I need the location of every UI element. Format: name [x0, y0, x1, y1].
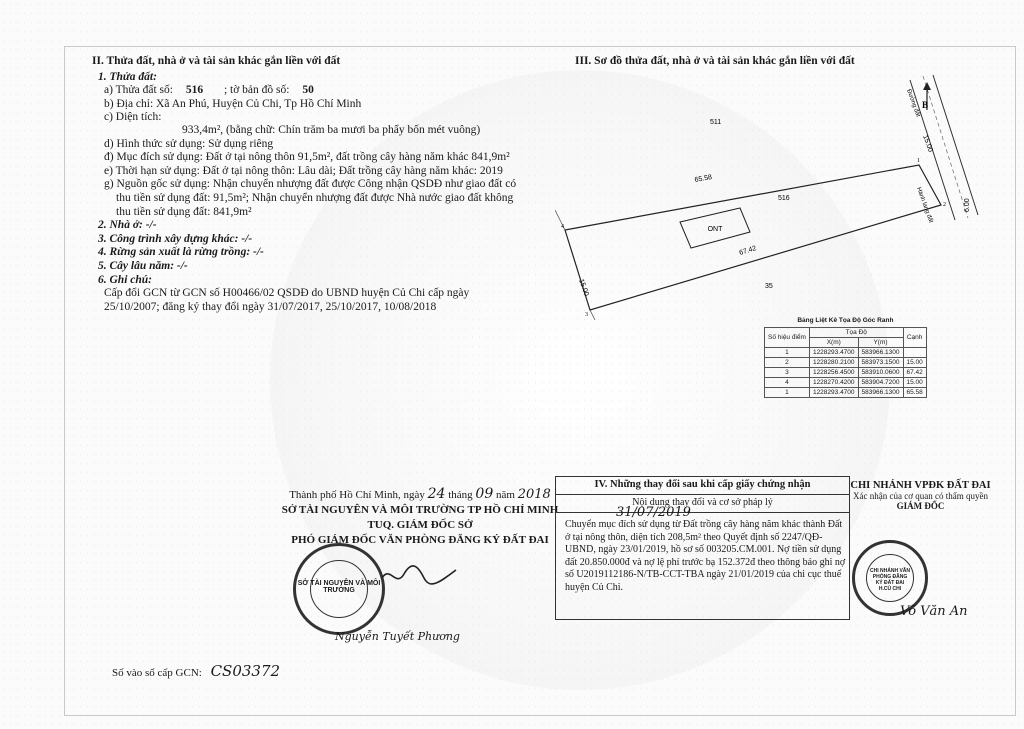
stamp-text: SỞ TÀI NGUYÊN VÀ MÔI TRƯỜNG — [297, 580, 381, 595]
cell-x: 1228293.4700 — [809, 388, 858, 398]
signing-month: 09 — [475, 486, 494, 502]
section-4-column-header: Nội dung thay đổi và cơ sở pháp lý — [556, 495, 849, 513]
neighbour-line-2 — [590, 310, 595, 320]
cell-edge: 15.00 — [903, 378, 926, 388]
parcel-number-label: a) Thửa đất số: — [104, 84, 173, 97]
use-form-row: d) Hình thức sử dụng: Sử dụng riêng — [104, 137, 274, 150]
parcel-number-row — [104, 84, 562, 98]
table-row — [765, 368, 927, 378]
north-label: B — [922, 100, 929, 110]
origin-row-1: g) Nguồn gốc sử dụng: Nhận chuyển nhượng đất được Công nhận QSDĐ như giao đất có — [104, 178, 517, 191]
parcel-511-label: 511 — [710, 119, 722, 126]
section-2-heading: II. Thửa đất, nhà ở và tài sản khác gắn liền với đất — [92, 55, 341, 67]
table-row — [765, 358, 927, 368]
item-2-house: 2. Nhà ở: -/- — [98, 219, 157, 232]
cell-x: 1228293.4700 — [809, 348, 858, 358]
vertex-2: 2 — [943, 202, 946, 208]
cell-y: 583966.1300 — [858, 388, 903, 398]
cell-point: 1 — [765, 388, 810, 398]
section-3-heading: III. Sơ đồ thửa đất, nhà ở và tài sản khác gắn liền với đất — [575, 55, 855, 67]
cell-edge: 15.00 — [903, 358, 926, 368]
section-2 — [92, 55, 562, 314]
note-line-2: 25/10/2007; đăng ký thay đổi ngày 31/07/2017, 25/10/2017, 10/08/2018 — [104, 300, 437, 313]
approval-subtitle: Xác nhận của cơ quan có thẩm quyền — [853, 491, 988, 501]
area-value: 933,4m², (bằng chữ: Chín trăm ba mươi ba phẩy bốn mét vuông) — [182, 123, 481, 136]
gcn-register — [112, 662, 280, 680]
col-point: Số hiệu điểm — [765, 328, 810, 348]
change-content: Chuyển mục đích sử dụng từ Đất trồng cây hàng năm khác thành Đất ở tại nông thôn, diện tích 208,5m² theo Quyết định số 2247/QĐ-UBND, ngày 23/01/2019, hồ sơ số 003205.CM.001. Nợ tiền sử dụng đất 20.850.000đ và nợ lệ phí trước bạ 152.372đ theo thông báo ghi nợ số U2019112186-N/TB-CCT-TBA ngày 21/01/2019 của chi cục thuế huyện Củ Chi. — [565, 519, 846, 593]
approval-role: GIÁM ĐỐC — [896, 501, 945, 511]
signature-1-icon — [380, 560, 460, 590]
cell-point: 1 — [765, 348, 810, 358]
parcel-516-boundary — [565, 165, 941, 310]
item-4-forest: 4. Rừng sản xuất là rừng trồng: -/- — [98, 246, 264, 259]
cell-y: 583910.0600 — [858, 368, 903, 378]
map-sheet-number: 50 — [302, 84, 314, 97]
note-line-1: Cấp đổi GCN từ GCN số H00466/02 QSDĐ do UBND huyện Củ Chi cấp ngày — [104, 287, 470, 300]
signing-date — [270, 487, 570, 503]
vertex-3: 3 — [585, 312, 588, 318]
north-arrowhead-icon — [923, 82, 931, 90]
origin-row-3: thu tiền sử dụng đất: 841,9m² — [116, 205, 252, 218]
vertex-1: 1 — [917, 158, 920, 164]
item-3-other-works: 3. Công trình xây dựng khác: -/- — [98, 232, 253, 245]
road-edge-right — [933, 75, 978, 215]
cell-point: 4 — [765, 378, 810, 388]
official-stamp-icon — [293, 543, 385, 635]
signing-day: 24 — [427, 486, 446, 502]
year-label: năm — [495, 489, 515, 501]
col-coords: Tọa Độ — [809, 328, 903, 338]
item-1-label: 1. Thửa đất: — [98, 70, 157, 83]
parcel-number: 516 — [185, 84, 204, 97]
use-term-row: e) Thời hạn sử dụng: Đất ở tại nông thôn: Lâu dài; Đất trồng cây hàng năm khác: 2019 — [104, 164, 503, 177]
gcn-label: Số vào sổ cấp GCN: — [112, 667, 202, 679]
use-purpose-row: đ) Mục đích sử dụng: Đất ở tại nông thôn 91,5m², đất trồng cây hàng năm khác 841,9m² — [104, 151, 510, 164]
signature-block — [270, 487, 570, 548]
coordinate-table-grid — [764, 327, 927, 398]
signer-name: Nguyễn Tuyết Phương — [335, 630, 460, 643]
table-row — [765, 378, 927, 388]
dim-top: 65.58 — [694, 174, 713, 184]
house-label: ONT — [707, 226, 723, 233]
dim-road: 6.00 — [964, 198, 971, 212]
signer-title: PHÓ GIÁM ĐỐC VĂN PHÒNG ĐĂNG KÝ ĐẤT ĐAI — [291, 534, 549, 546]
map-sheet-label: ; tờ bản đồ số: — [223, 84, 290, 97]
cell-edge — [903, 348, 926, 358]
branch-stamp-text: CHI NHÁNH VĂN PHÒNG ĐĂNG KÝ ĐẤT ĐAI H.CỦ CHI — [870, 567, 910, 592]
col-x: X(m) — [809, 338, 858, 348]
road-name: Đường đất — [905, 88, 921, 118]
road-bank: Hành lang đất — [915, 186, 934, 224]
dim-bottom: 67.42 — [738, 245, 758, 257]
cell-y: 583966.1300 — [858, 348, 903, 358]
parcel-35-label: 35 — [765, 283, 773, 290]
section-4-heading: IV. Những thay đổi sau khi cấp giấy chứng nhận — [556, 477, 849, 495]
cell-point: 2 — [765, 358, 810, 368]
cell-point: 3 — [765, 368, 810, 378]
item-6-notes: 6. Ghi chú: — [98, 273, 152, 286]
signing-city: Thành phố Hồ Chí Minh, ngày — [289, 489, 425, 501]
area-label: c) Diện tích: — [104, 111, 162, 124]
branch-title: CHI NHÁNH VPĐK ĐẤT ĐAI — [850, 480, 991, 491]
area-row — [104, 111, 562, 137]
signing-year: 2018 — [517, 487, 551, 502]
dim-right: 15.00 — [921, 134, 934, 154]
parcel-map — [555, 70, 995, 320]
cell-x: 1228270.4200 — [809, 378, 858, 388]
issuing-org: SỞ TÀI NGUYÊN VÀ MÔI TRƯỜNG TP HỒ CHÍ MINH — [281, 504, 559, 516]
authority-line: TUQ. GIÁM ĐỐC SỞ — [367, 519, 473, 531]
cell-y: 583973.1500 — [858, 358, 903, 368]
address-row: b) Địa chỉ: Xã An Phú, Huyện Củ Chi, Tp Hồ Chí Minh — [104, 97, 362, 110]
table-row — [765, 348, 927, 358]
parcel-516-label: 516 — [778, 195, 790, 202]
cell-edge: 67.42 — [903, 368, 926, 378]
vertex-4: 4 — [561, 224, 564, 230]
gcn-number: CS03372 — [210, 662, 281, 680]
signer-2-name: Võ Văn An — [900, 604, 968, 619]
cell-y: 583904.7200 — [858, 378, 903, 388]
month-label: tháng — [448, 489, 473, 501]
origin-row-2: thu tiền sử dụng đất: 91,5m²; Nhận chuyển nhượng đất được Nhà nước giao đất không — [116, 191, 514, 204]
item-5-perennial: 5. Cây lâu năm: -/- — [98, 259, 188, 272]
dim-left: 15.00 — [577, 278, 590, 298]
coordinate-table — [764, 317, 927, 398]
change-date: 31/07/2019 — [616, 505, 691, 520]
section-4-box — [555, 476, 850, 620]
cell-edge: 65.58 — [903, 388, 926, 398]
col-y: Y(m) — [858, 338, 903, 348]
table-row — [765, 388, 927, 398]
coordinate-table-caption: Bảng Liệt Kê Tọa Độ Góc Ranh — [797, 317, 894, 324]
cell-x: 1228280.2100 — [809, 358, 858, 368]
col-edge: Cạnh — [903, 328, 926, 348]
cell-x: 1228256.4500 — [809, 368, 858, 378]
